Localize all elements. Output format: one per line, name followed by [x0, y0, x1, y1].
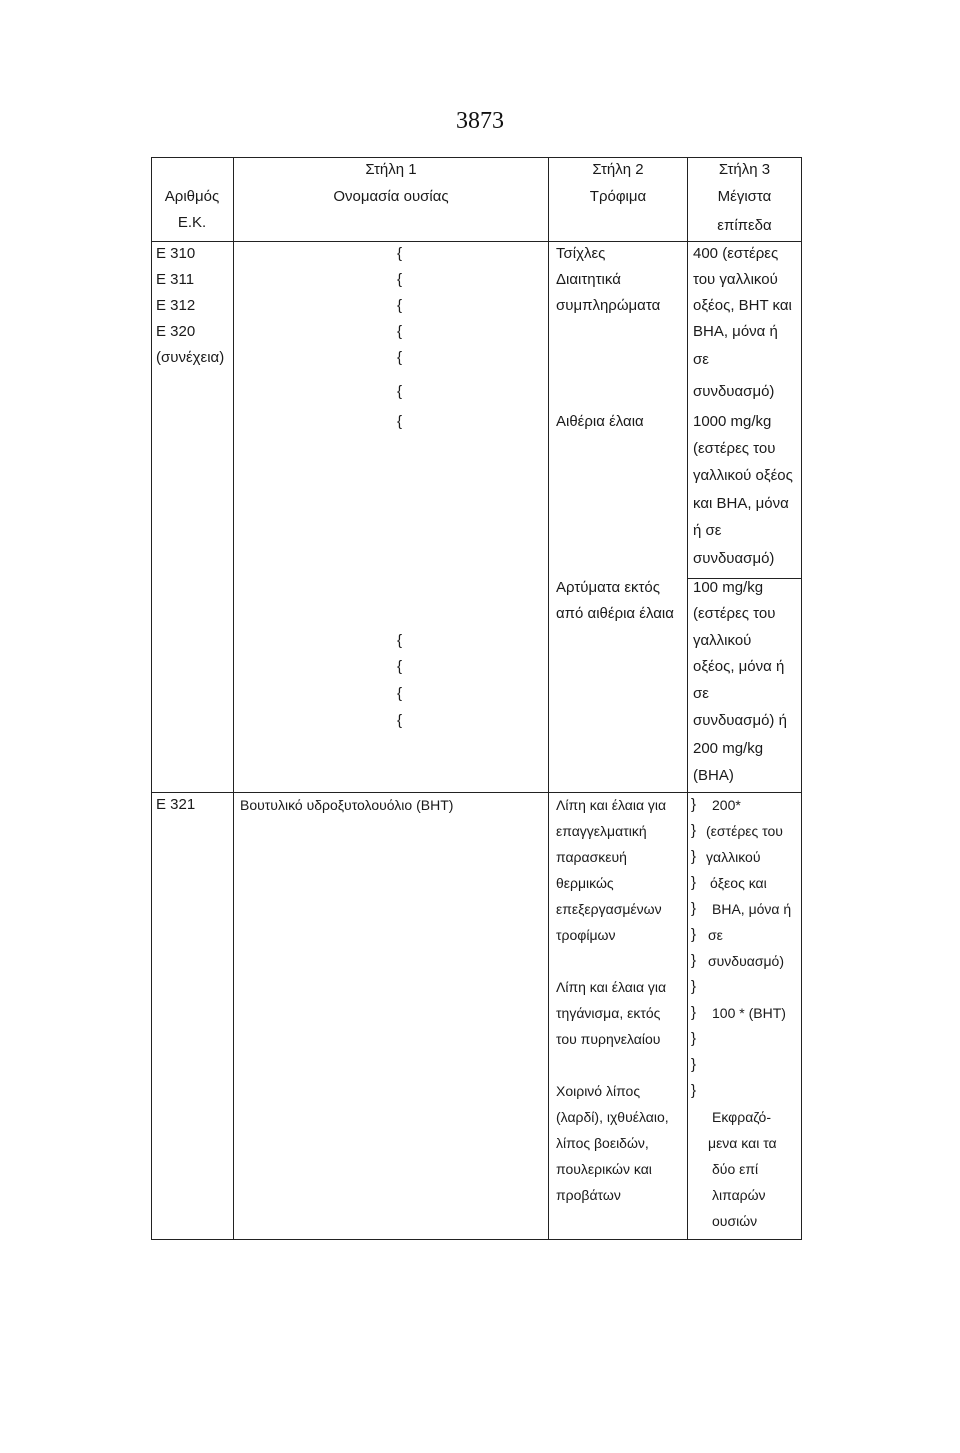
row-number: Ε 311 [156, 271, 195, 288]
food-label: Αρτύματα εκτός [556, 579, 661, 596]
food-label: Λίπη και έλαια για [556, 979, 667, 995]
header-col1-title: Στήλη 1 [365, 161, 417, 178]
level-text: σε [693, 685, 709, 702]
food-label: Διαιτητικά [556, 271, 621, 288]
brace-mark: } [691, 1030, 697, 1047]
brace-mark: { [397, 245, 403, 262]
brace-mark: } [691, 900, 697, 917]
brace-mark: { [397, 349, 403, 366]
header-col3-title: Στήλη 3 [718, 161, 771, 178]
brace-mark: } [691, 926, 697, 943]
brace-mark: } [691, 796, 697, 813]
level-text: 200* [712, 797, 741, 813]
level-text: μενα και τα [708, 1135, 777, 1151]
brace-mark: } [691, 874, 697, 891]
food-label: επεξεργασμένων [556, 901, 662, 917]
substance-name: Βουτυλικό υδροξυτολουόλιο (ΒΗΤ) [240, 797, 454, 813]
food-label: παρασκευή [556, 849, 627, 865]
header-number-line2: Ε.Κ. [177, 214, 207, 231]
level-text: (εστέρες του [693, 440, 776, 457]
level-text: σε [708, 927, 723, 943]
level-text: οξέος, μόνα ή [693, 658, 785, 675]
brace-mark: } [691, 822, 697, 839]
brace-mark: { [397, 323, 403, 340]
food-label: συμπληρώματα [556, 297, 661, 314]
level-text: συνδυασμό) [693, 383, 775, 400]
food-label: λίπος βοειδών, [556, 1135, 649, 1151]
food-label: προβάτων [556, 1187, 621, 1203]
level-text: ΒΗΑ, μόνα ή [693, 323, 778, 340]
level-text: λιπαρών [712, 1187, 766, 1203]
header-col3-subtitle: Μέγιστα [717, 188, 772, 205]
level-text: οξέος, ΒΗΤ και [693, 297, 792, 314]
level-text: ΒΗΑ, μόνα ή [712, 901, 792, 917]
food-label: του πυρηνελαίου [556, 1031, 661, 1047]
brace-mark: } [691, 1082, 697, 1099]
brace-mark: { [397, 632, 403, 649]
level-text: 200 mg/kg [693, 740, 764, 757]
row-number-continuation: (συνέχεια) [156, 349, 225, 366]
level-text: συνδυασμό) [693, 550, 775, 567]
header-col2-title: Στήλη 2 [592, 161, 644, 178]
header-col2-subtitle: Τρόφιμα [589, 188, 647, 205]
brace-mark: { [397, 712, 403, 729]
row-number: Ε 312 [156, 297, 196, 314]
level-text: (εστέρες του [693, 605, 776, 622]
level-text: γαλλικού [693, 632, 752, 649]
header-col1-subtitle: Ονομασία ουσίας [333, 188, 449, 205]
row-number: Ε 321 [156, 796, 196, 813]
brace-mark: } [691, 978, 697, 995]
food-label: πουλερικών και [556, 1161, 652, 1177]
food-label: τροφίμων [556, 927, 616, 943]
food-label: θερμικώς [556, 875, 614, 891]
level-text: 100 mg/kg [693, 579, 764, 596]
level-text: ή σε [693, 522, 722, 539]
header-number-line1: Αριθμός [164, 188, 220, 205]
level-text: γαλλικού οξέος [693, 467, 793, 484]
brace-mark: } [691, 848, 697, 865]
level-text: συνδυασμό) [708, 953, 784, 969]
brace-mark: { [397, 413, 403, 430]
level-text: δύο επί [712, 1161, 759, 1177]
level-text: γαλλικού [706, 849, 761, 865]
brace-mark: } [691, 1056, 697, 1073]
level-text: και ΒΗΑ, μόνα [693, 495, 789, 512]
level-text: (εστέρες του [706, 823, 783, 839]
food-label: Αιθέρια έλαια [556, 413, 644, 430]
brace-mark: { [397, 297, 403, 314]
food-label: από αιθέρια έλαια [556, 605, 674, 622]
food-label: τηγάνισμα, εκτός [556, 1005, 661, 1021]
brace-mark: } [691, 1004, 697, 1021]
row-number: Ε 310 [156, 245, 196, 262]
food-label: Χοιρινό λίπος [556, 1083, 641, 1099]
level-text: Εκφραζό- [712, 1109, 771, 1125]
level-text: 400 (εστέρες [693, 245, 779, 262]
brace-mark: } [691, 952, 697, 969]
level-text: συνδυασμό) ή [693, 712, 787, 729]
brace-mark: { [397, 658, 403, 675]
food-label: επαγγελματική [556, 823, 647, 839]
level-text: σε [693, 351, 709, 368]
level-text: (ΒΗΑ) [693, 767, 734, 784]
page-number: 3873 [456, 108, 504, 134]
food-label: Λίπη και έλαια για [556, 797, 667, 813]
header-col3-subtitle2: επίπεδα [717, 217, 772, 234]
row-number: Ε 320 [156, 323, 196, 340]
brace-mark: { [397, 685, 403, 702]
brace-mark: { [397, 271, 403, 288]
level-text: όξεος και [710, 875, 767, 891]
level-text: 100 * (ΒΗΤ) [712, 1005, 786, 1021]
food-label: (λαρδί), ιχθυέλαιο, [556, 1109, 669, 1125]
brace-mark: { [397, 383, 403, 400]
level-text: ουσιών [712, 1213, 758, 1229]
level-text: 1000 mg/kg [693, 413, 772, 430]
food-label: Τσίχλες [556, 245, 606, 262]
level-text: του γαλλικού [693, 271, 778, 288]
